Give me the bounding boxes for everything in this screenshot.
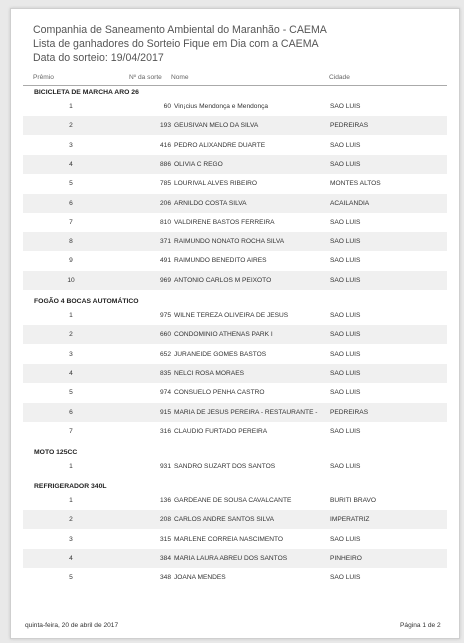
cell-numero: 316 [159, 427, 171, 435]
cell-nome: CONDOMINIO ATHENAS PARK I [174, 331, 273, 339]
table-row [23, 174, 447, 193]
table-row [23, 403, 447, 422]
cell-nome: JOANA MENDES [174, 574, 226, 582]
cell-cidade: SAO LUIS [330, 463, 361, 470]
column-cidade: Cidade [329, 74, 350, 81]
cell-numero: 785 [159, 180, 171, 188]
cell-nome: WILNE TEREZA OLIVEIRA DE JESUS [174, 312, 289, 319]
cell-cidade: IMPERATRIZ [330, 516, 370, 524]
cell-premio: 2 [69, 516, 73, 524]
cell-premio: 8 [69, 238, 73, 246]
cell-nome: Vin¡cius Mendonça e Mendonça [174, 103, 269, 110]
cell-nome: MARIA DE JESUS PEREIRA - RESTAURANTE - [174, 408, 318, 416]
cell-numero: 491 [159, 257, 171, 265]
cell-numero: 974 [159, 389, 171, 397]
cell-cidade: SAO LUIS [330, 427, 361, 435]
cell-numero: 384 [159, 554, 171, 562]
cell-numero: 206 [159, 199, 171, 207]
cell-numero: 315 [159, 535, 171, 543]
section-title: FOGÃO 4 BOCAS AUTOMÁTICO [34, 298, 139, 305]
cell-numero: 371 [159, 238, 171, 246]
cell-nome: NELCI ROSA MORAES [174, 369, 244, 377]
list-title: Lista de ganhadores do Sorteio Fique em Dia com a CAEMA [33, 38, 319, 50]
cell-premio: 2 [69, 122, 73, 130]
cell-cidade: SAO LUIS [330, 160, 361, 168]
cell-cidade: PINHEIRO [330, 554, 362, 562]
cell-numero: 975 [159, 312, 171, 319]
cell-cidade: SAO LUIS [330, 535, 361, 543]
cell-nome: CONSUELO PENHA CASTRO [174, 389, 265, 397]
cell-premio: 5 [69, 389, 73, 397]
cell-nome: RAIMUNDO BENEDITO AIRES [174, 257, 267, 265]
cell-cidade: SAO LUIS [330, 257, 361, 265]
footer-page-number: Página 1 de 2 [400, 622, 441, 629]
cell-cidade: SAO LUIS [330, 331, 361, 339]
cell-nome: CLAUDIO FURTADO PEREIRA [174, 427, 268, 435]
cell-premio: 7 [69, 427, 73, 435]
cell-cidade: SAO LUIS [330, 389, 361, 397]
column-nome: Nome [171, 74, 189, 81]
cell-premio: 6 [69, 199, 73, 207]
cell-nome: MARIA LAURA ABREU DOS SANTOS [174, 554, 288, 562]
cell-premio: 4 [69, 369, 73, 377]
cell-premio: 3 [69, 535, 73, 543]
table-row [23, 383, 447, 402]
table-row [23, 510, 447, 529]
table-row [23, 136, 447, 155]
cell-premio: 4 [69, 554, 73, 562]
table-row [23, 549, 447, 568]
cell-premio: 5 [69, 180, 73, 188]
report-page [10, 8, 460, 639]
cell-cidade: SAO LUIS [330, 103, 361, 110]
cell-numero: 193 [159, 122, 171, 130]
cell-premio: 3 [69, 141, 73, 149]
cell-nome: MARLENE CORREIA NASCIMENTO [174, 535, 284, 543]
cell-premio: 1 [69, 497, 73, 504]
cell-nome: ARNILDO COSTA SILVA [174, 199, 247, 207]
table-row [23, 364, 447, 383]
cell-premio: 1 [69, 103, 73, 110]
cell-premio: 6 [69, 408, 73, 416]
cell-premio: 3 [69, 350, 73, 358]
cell-nome: CARLOS ANDRE SANTOS SILVA [174, 516, 275, 524]
cell-premio: 9 [69, 257, 73, 265]
draw-date: Data do sorteio: 19/04/2017 [33, 52, 164, 64]
cell-numero: 652 [159, 350, 171, 358]
cell-numero: 931 [159, 463, 171, 470]
cell-cidade: SAO LUIS [330, 238, 361, 246]
section-title: MOTO 125CC [34, 449, 78, 456]
cell-cidade: PEDREIRAS [330, 122, 369, 130]
table-row [23, 422, 447, 441]
table-row [23, 457, 447, 476]
cell-numero: 136 [159, 497, 171, 504]
cell-numero: 835 [159, 369, 171, 377]
cell-cidade: PEDREIRAS [330, 408, 369, 416]
footer-date: quinta-feira, 20 de abril de 2017 [25, 622, 119, 629]
cell-nome: VALDIRENE BASTOS FERREIRA [174, 218, 275, 226]
cell-premio: 2 [69, 331, 73, 339]
cell-nome: GEUSIVAN MELO DA SILVA [174, 122, 259, 130]
table-row [23, 97, 447, 116]
cell-premio: 1 [69, 463, 73, 470]
table-row [23, 213, 447, 232]
cell-nome: ANTONIO CARLOS M PEIXOTO [174, 276, 272, 284]
cell-nome: SANDRO SUZART DOS SANTOS [174, 463, 276, 470]
table-row [23, 530, 447, 549]
cell-cidade: SAO LUIS [330, 276, 361, 284]
table-row [23, 306, 447, 325]
cell-cidade: SAO LUIS [330, 312, 361, 319]
cell-premio: 7 [69, 218, 73, 226]
cell-cidade: ACAILANDIA [330, 199, 370, 207]
table-row [23, 345, 447, 364]
cell-numero: 60 [163, 103, 171, 110]
cell-numero: 915 [159, 408, 171, 416]
cell-premio: 4 [69, 160, 73, 168]
column-header-row [23, 73, 447, 86]
cell-numero: 810 [159, 218, 171, 226]
cell-nome: PEDRO ALIXANDRE DUARTE [174, 141, 266, 149]
cell-nome: JURANEIDE GOMES BASTOS [174, 350, 267, 358]
cell-numero: 208 [159, 516, 171, 524]
column-premio: Prêmio [33, 74, 54, 81]
cell-numero: 416 [159, 141, 171, 149]
section-title: BICICLETA DE MARCHA ARO 26 [34, 89, 139, 96]
table-row [23, 194, 447, 213]
cell-cidade: SAO LUIS [330, 218, 361, 226]
cell-cidade: MONTES ALTOS [330, 180, 381, 188]
table-row [23, 232, 447, 251]
cell-cidade: SAO LUIS [330, 574, 361, 582]
cell-numero: 886 [159, 160, 171, 168]
cell-cidade: BURITI BRAVO [330, 497, 377, 504]
cell-nome: RAIMUNDO NONATO ROCHA SILVA [174, 238, 285, 246]
cell-premio: 1 [69, 312, 73, 319]
section-title: REFRIGERADOR 340L [34, 483, 107, 490]
table-row [23, 155, 447, 174]
column-numero: Nº da sorte [129, 74, 162, 81]
cell-numero: 660 [159, 331, 171, 339]
table-row [23, 568, 447, 587]
cell-nome: LOURIVAL ALVES RIBEIRO [174, 180, 258, 188]
table-row [23, 325, 447, 344]
cell-numero: 969 [159, 276, 171, 284]
cell-cidade: SAO LUIS [330, 369, 361, 377]
table-row [23, 251, 447, 270]
cell-premio: 10 [67, 276, 75, 284]
report-header [33, 23, 327, 65]
table-row [23, 491, 447, 510]
cell-nome: GARDEANE DE SOUSA CAVALCANTE [174, 497, 292, 504]
cell-cidade: SAO LUIS [330, 350, 361, 358]
table-row [23, 271, 447, 290]
cell-cidade: SAO LUIS [330, 141, 361, 149]
cell-nome: OLIVIA C REGO [174, 160, 223, 168]
cell-numero: 348 [159, 574, 171, 582]
cell-premio: 5 [69, 574, 73, 582]
table-row [23, 116, 447, 135]
company-name: Companhia de Saneamento Ambiental do Maranhão - CAEMA [33, 24, 327, 36]
